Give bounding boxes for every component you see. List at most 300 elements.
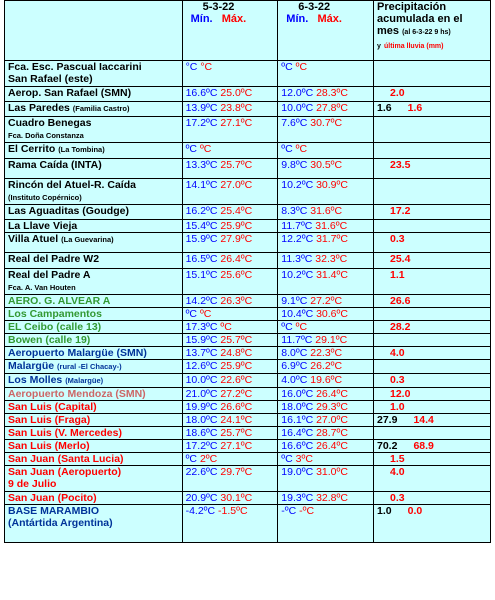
station-name-cell: [5, 360, 183, 374]
day1-max-temp: 30.1ºC: [220, 492, 253, 504]
station-name-cell: [5, 61, 183, 87]
day1-max-temp: ºC: [199, 143, 212, 155]
precip-cell: [374, 505, 491, 543]
day1-temp-cell: [182, 321, 278, 334]
day1-min-temp: ºC: [185, 143, 198, 155]
day2-max-temp: 27.0ºC: [316, 414, 348, 426]
station-name: San Juan (Aeropuerto): [8, 466, 122, 478]
day1-temp-cell: [182, 179, 278, 205]
day1-temp-cell: [182, 117, 278, 143]
day1-temp-cell: [182, 220, 278, 233]
day1-temp-cell: [182, 453, 278, 466]
table-row: [5, 179, 491, 205]
day1-temp-cell: [182, 427, 278, 440]
day2-temp-cell: [278, 334, 374, 347]
station-name-cell: [5, 205, 183, 220]
precip-accumulated: 0.3: [390, 492, 405, 504]
station-name: San Luis (Merlo): [8, 440, 90, 452]
station-name: BASE MARAMBIO: [8, 505, 99, 517]
station-name-cell: [5, 220, 183, 233]
station-subtitle: (La Guevarina): [61, 235, 114, 244]
day2-max-temp: 31.6ºC: [315, 220, 348, 232]
precip-title-2: acumulada en el: [377, 13, 463, 25]
day1-max-temp: 22.6ºC: [220, 374, 253, 386]
precip-last-rain: 0.0: [407, 505, 423, 517]
precip-last-rain: 14.4: [413, 414, 434, 426]
day1-min-temp: -4.2ºC: [185, 505, 216, 517]
station-name-cell: [5, 453, 183, 466]
day2-min-temp: 19.0ºC: [281, 466, 314, 478]
day2-temp-cell: [278, 414, 374, 427]
day1-temp-cell: [182, 308, 278, 321]
day2-max-temp: -ºC: [299, 505, 315, 517]
day2-max-temp: ºC: [295, 321, 308, 333]
day1-temp-cell: [182, 87, 278, 102]
day2-max-temp: 30.7ºC: [310, 117, 343, 129]
station-name: Bowen (calle 19): [8, 334, 91, 346]
table-row: [5, 360, 491, 374]
precip-accumulated: 23.5: [390, 159, 411, 171]
day1-temp-cell: [182, 205, 278, 220]
weather-table: [4, 0, 491, 543]
station-name-cell: [5, 492, 183, 505]
day1-min-temp: 18.0ºC: [185, 414, 218, 426]
precip-cell: [374, 466, 491, 492]
precip-cell: [374, 295, 491, 308]
day2-min-temp: 6.9ºC: [281, 360, 308, 372]
day1-min-temp: 16.5ºC: [185, 253, 218, 265]
date1-max-label: Máx.: [221, 13, 247, 25]
day2-temp-cell: [278, 102, 374, 117]
day2-temp-cell: [278, 427, 374, 440]
day2-max-temp: 22.3ºC: [310, 347, 343, 359]
day1-max-temp: 25.7ºC: [220, 159, 253, 171]
day2-min-temp: 10.0ºC: [281, 102, 314, 114]
day1-min-temp: 15.4ºC: [185, 220, 218, 232]
precip-cell: [374, 308, 491, 321]
day2-temp-cell: [278, 505, 374, 543]
station-name-cell: [5, 440, 183, 453]
table-row: [5, 102, 491, 117]
station-name: San Luis (V. Mercedes): [8, 427, 122, 439]
day1-temp-cell: [182, 466, 278, 492]
station-name-cell: [5, 159, 183, 179]
table-row: [5, 269, 491, 295]
station-name: San Juan (Santa Lucia): [8, 453, 124, 465]
day2-max-temp: 30.6ºC: [316, 308, 348, 320]
day1-max-temp: 26.6ºC: [220, 401, 253, 413]
day2-max-temp: 19.6ºC: [310, 374, 343, 386]
precip-accumulated: 26.6: [390, 295, 411, 307]
day2-temp-cell: [278, 295, 374, 308]
day1-max-temp: 25.4ºC: [220, 205, 253, 217]
precip-cell: [374, 374, 491, 388]
precip-cell: [374, 269, 491, 295]
date1-header-cell: [182, 1, 278, 61]
precip-cell: [374, 253, 491, 269]
precip-title-1: Precipitación: [377, 1, 447, 13]
day1-min-temp: 15.9ºC: [185, 334, 218, 346]
table-row: [5, 347, 491, 360]
day2-max-temp: 32.3ºC: [315, 253, 348, 265]
table-row: [5, 233, 491, 253]
precip-accumulated: 17.2: [390, 205, 411, 217]
precip-cell: [374, 87, 491, 102]
precip-cell: [374, 334, 491, 347]
station-name-cell: [5, 334, 183, 347]
day1-temp-cell: [182, 414, 278, 427]
precip-cell: [374, 347, 491, 360]
day2-min-temp: 9.8ºC: [281, 159, 308, 171]
day2-temp-cell: [278, 220, 374, 233]
weather-table-container: [4, 0, 491, 597]
precip-cell: [374, 414, 491, 427]
day1-min-temp: 15.1ºC: [185, 269, 218, 281]
day2-temp-cell: [278, 179, 374, 205]
station-name: El Cerrito: [8, 143, 56, 155]
station-name: San Luis (Capital): [8, 401, 97, 413]
station-name-cell: [5, 427, 183, 440]
table-row: [5, 117, 491, 143]
day2-temp-cell: [278, 347, 374, 360]
day1-max-temp: 27.0ºC: [220, 179, 253, 191]
station-name-line2: (Antártida Argentina): [8, 517, 113, 529]
table-row: [5, 253, 491, 269]
table-row: [5, 427, 491, 440]
day2-min-temp: 10.2ºC: [281, 179, 314, 191]
day2-min-temp: 4.0ºC: [281, 374, 308, 386]
precip-accumulated: 1.1: [390, 269, 405, 281]
station-name: Las Aguaditas (Goudge): [8, 205, 129, 217]
day1-temp-cell: [182, 334, 278, 347]
day2-temp-cell: [278, 401, 374, 414]
day1-max-temp: 25.9ºC: [220, 360, 253, 372]
day1-min-temp: 13.3ºC: [185, 159, 218, 171]
station-name-cell: [5, 87, 183, 102]
day2-max-temp: 26.2ºC: [310, 360, 343, 372]
day2-max-temp: 26.4ºC: [316, 440, 348, 452]
day2-min-temp: 11.3ºC: [281, 253, 313, 265]
precip-cell: [374, 220, 491, 233]
station-name: Rama Caída (INTA): [8, 159, 102, 171]
station-name-cell: [5, 269, 183, 295]
day1-max-temp: °C: [200, 61, 213, 73]
station-name: Aeropuerto Mendoza (SMN): [8, 388, 146, 400]
station-name: EL Ceibo (calle 13): [8, 321, 102, 333]
day1-max-temp: 25.7ºC: [220, 427, 253, 439]
station-name: Rincón del Atuel-R. Caída: [8, 179, 136, 191]
station-name-cell: [5, 505, 183, 543]
table-row: [5, 159, 491, 179]
day2-max-temp: 32.8ºC: [316, 492, 348, 504]
day2-max-temp: 31.4ºC: [316, 269, 348, 281]
station-subtitle: (Malargüe): [65, 376, 104, 385]
table-row: [5, 505, 491, 543]
day2-temp-cell: [278, 308, 374, 321]
day1-temp-cell: [182, 440, 278, 453]
day2-max-temp: 3ºC: [295, 453, 313, 465]
station-name: Real del Padre A: [8, 269, 91, 281]
day2-min-temp: 7.6ºC: [281, 117, 308, 129]
day2-temp-cell: [278, 360, 374, 374]
day1-min-temp: 17.2ºC: [185, 117, 218, 129]
station-name: Las Paredes: [8, 102, 70, 114]
day1-temp-cell: [182, 401, 278, 414]
day2-max-temp: ºC: [295, 61, 308, 73]
precip-cell: [374, 321, 491, 334]
day2-max-temp: 31.0ºC: [316, 466, 348, 478]
day1-temp-cell: [182, 388, 278, 401]
day1-max-temp: 29.7ºC: [220, 466, 253, 478]
day1-min-temp: 16.2ºC: [185, 205, 218, 217]
day1-temp-cell: [182, 347, 278, 360]
table-row: [5, 308, 491, 321]
day2-min-temp: ºC: [281, 453, 293, 465]
day1-max-temp: 25.6ºC: [220, 269, 253, 281]
day1-max-temp: 27.1ºC: [220, 440, 253, 452]
station-name: Los Campamentos: [8, 308, 102, 320]
station-subtitle: (Familia Castro): [72, 104, 130, 113]
day1-temp-cell: [182, 233, 278, 253]
station-name-cell: [5, 347, 183, 360]
station-name-cell: [5, 388, 183, 401]
precip-note-2: y: [377, 43, 381, 50]
table-row: [5, 321, 491, 334]
station-name-cell: [5, 414, 183, 427]
precip-cell: [374, 102, 491, 117]
precip-accumulated: 1.0: [377, 505, 392, 517]
day2-min-temp: 12.0ºC: [281, 87, 314, 99]
day1-min-temp: 10.0ºC: [185, 374, 218, 386]
precip-accumulated: 0.3: [390, 374, 405, 386]
precip-cell: [374, 427, 491, 440]
precip-note-1: (al 6-3-22 9 hs): [402, 29, 451, 36]
day1-max-temp: 27.1ºC: [220, 117, 253, 129]
day2-temp-cell: [278, 269, 374, 295]
precip-cell: [374, 179, 491, 205]
precip-cell: [374, 360, 491, 374]
precip-cell: [374, 61, 491, 87]
day1-min-temp: 22.6ºC: [185, 466, 218, 478]
day1-temp-cell: [182, 295, 278, 308]
day1-max-temp: ºC: [220, 321, 232, 333]
table-row: [5, 374, 491, 388]
day2-temp-cell: [278, 117, 374, 143]
station-name-cell: [5, 179, 183, 205]
day1-max-temp: 24.8ºC: [220, 347, 253, 359]
precip-note-3: última lluvia (mm): [383, 43, 444, 50]
day2-min-temp: ºC: [281, 321, 293, 333]
table-row: [5, 61, 491, 87]
day2-min-temp: 16.1ºC: [281, 414, 314, 426]
day1-min-temp: 17.3ºC: [185, 321, 218, 333]
station-name-cell: [5, 374, 183, 388]
day1-max-temp: 26.4ºC: [220, 253, 253, 265]
day2-min-temp: 10.4ºC: [281, 308, 314, 320]
station-name: La Llave Vieja: [8, 220, 78, 232]
day1-min-temp: 15.9ºC: [185, 233, 218, 245]
day2-max-temp: 30.9ºC: [316, 179, 348, 191]
station-name-line2: 9 de Julio: [8, 478, 57, 490]
station-name-cell: [5, 117, 183, 143]
date1-label: 5-3-22: [202, 1, 235, 13]
station-name: Villa Atuel: [8, 233, 59, 245]
day1-min-temp: 16.6ºC: [185, 87, 218, 99]
day2-temp-cell: [278, 253, 374, 269]
precip-title-3: mes: [377, 25, 400, 37]
station-name: Real del Padre W2: [8, 253, 100, 265]
station-name: AERO. G. ALVEAR A: [8, 295, 111, 307]
precip-accumulated: 1.6: [377, 102, 392, 114]
precip-cell: [374, 388, 491, 401]
day1-min-temp: 20.9ºC: [185, 492, 218, 504]
station-name: Malargüe: [8, 360, 55, 372]
station-name: Aerop. San Rafael (SMN): [8, 87, 132, 99]
day2-temp-cell: [278, 466, 374, 492]
precip-last-rain: 68.9: [413, 440, 434, 452]
day1-min-temp: 14.2ºC: [185, 295, 218, 307]
day1-min-temp: 17.2ºC: [185, 440, 218, 452]
station-name: Fca. Esc. Pascual Iaccarini: [8, 61, 142, 73]
precip-accumulated: 1.5: [390, 453, 405, 465]
day2-max-temp: 27.2ºC: [310, 295, 343, 307]
day2-min-temp: 11.7ºC: [281, 334, 313, 346]
day2-temp-cell: [278, 233, 374, 253]
day2-min-temp: 16.6ºC: [281, 440, 314, 452]
station-name-cell: [5, 308, 183, 321]
day1-max-temp: 27.9ºC: [220, 233, 253, 245]
precip-accumulated: 25.4: [390, 253, 411, 265]
day2-min-temp: -ºC: [281, 505, 297, 517]
day1-min-temp: ºC: [185, 308, 198, 320]
day1-min-temp: ºC: [185, 453, 198, 465]
day1-min-temp: °C: [185, 61, 198, 73]
day1-temp-cell: [182, 253, 278, 269]
precip-cell: [374, 233, 491, 253]
table-row: [5, 492, 491, 505]
header-row: [5, 1, 491, 61]
precip-accumulated: 2.0: [390, 87, 405, 99]
day1-min-temp: 13.9ºC: [185, 102, 218, 114]
day1-temp-cell: [182, 360, 278, 374]
day2-temp-cell: [278, 159, 374, 179]
day2-temp-cell: [278, 492, 374, 505]
day1-min-temp: 14.1ºC: [185, 179, 218, 191]
day2-max-temp: 29.3ºC: [316, 401, 348, 413]
day2-temp-cell: [278, 440, 374, 453]
day2-min-temp: 10.2ºC: [281, 269, 314, 281]
day2-min-temp: 8.0ºC: [281, 347, 308, 359]
table-row: [5, 87, 491, 102]
day2-temp-cell: [278, 61, 374, 87]
precip-accumulated: 4.0: [390, 466, 405, 478]
station-name-cell: [5, 466, 183, 492]
table-row: [5, 220, 491, 233]
day1-max-temp: 25.0ºC: [220, 87, 253, 99]
table-row: [5, 414, 491, 427]
precip-accumulated: 12.0: [390, 388, 411, 400]
day1-min-temp: 18.6ºC: [185, 427, 218, 439]
station-name-line2: San Rafael (este): [8, 73, 93, 85]
precip-cell: [374, 440, 491, 453]
precip-accumulated: 4.0: [390, 347, 405, 359]
table-row: [5, 143, 491, 159]
day2-min-temp: 12.2ºC: [281, 233, 314, 245]
table-row: [5, 388, 491, 401]
day2-min-temp: 11.7ºC: [281, 220, 313, 232]
day1-min-temp: 13.7ºC: [185, 347, 218, 359]
day1-temp-cell: [182, 505, 278, 543]
precip-accumulated: 0.3: [390, 233, 405, 245]
day2-temp-cell: [278, 321, 374, 334]
day1-min-temp: 21.0ºC: [185, 388, 218, 400]
day1-max-temp: 26.3ºC: [220, 295, 253, 307]
day2-max-temp: 29.1ºC: [315, 334, 348, 346]
day2-max-temp: 27.8ºC: [316, 102, 348, 114]
station-subtitle: (La Tombina): [58, 145, 105, 154]
day2-max-temp: 28.3ºC: [316, 87, 348, 99]
day2-max-temp: 28.7ºC: [316, 427, 348, 439]
date2-min-label: Mín.: [286, 13, 309, 25]
precip-cell: [374, 143, 491, 159]
day2-min-temp: 19.3ºC: [281, 492, 314, 504]
day1-temp-cell: [182, 374, 278, 388]
day1-min-temp: 19.9ºC: [185, 401, 218, 413]
station-name-cell: [5, 253, 183, 269]
precip-last-rain: 1.6: [407, 102, 423, 114]
station-subtitle: (rural -El Chacay-): [57, 362, 122, 371]
day1-max-temp: ºC: [199, 308, 212, 320]
date2-label: 6-3-22: [298, 1, 331, 13]
day2-min-temp: 18.0ºC: [281, 401, 314, 413]
day1-temp-cell: [182, 159, 278, 179]
day2-max-temp: 31.7ºC: [316, 233, 348, 245]
day1-min-temp: 12.6ºC: [185, 360, 218, 372]
station-name: Cuadro Benegas: [8, 117, 92, 129]
date1-min-label: Mín.: [190, 13, 213, 25]
day2-temp-cell: [278, 374, 374, 388]
precip-header-cell: [374, 1, 491, 61]
table-row: [5, 295, 491, 308]
day2-min-temp: 16.0ºC: [281, 388, 314, 400]
day1-max-temp: 27.2ºC: [220, 388, 253, 400]
station-subtitle: Fca. Doña Constanza: [8, 131, 84, 140]
date2-header-cell: [278, 1, 374, 61]
day1-max-temp: 25.9ºC: [220, 220, 253, 232]
station-subtitle: (Instituto Copérnico): [8, 193, 82, 202]
station-name-cell: [5, 233, 183, 253]
day1-temp-cell: [182, 143, 278, 159]
day2-max-temp: 26.4ºC: [316, 388, 348, 400]
precip-cell: [374, 205, 491, 220]
precip-cell: [374, 453, 491, 466]
station-header-cell: [5, 1, 183, 61]
day2-temp-cell: [278, 388, 374, 401]
table-row: [5, 401, 491, 414]
day1-temp-cell: [182, 61, 278, 87]
date2-max-label: Máx.: [317, 13, 342, 25]
day2-min-temp: ºC: [281, 61, 293, 73]
station-name-cell: [5, 143, 183, 159]
table-row: [5, 334, 491, 347]
day2-max-temp: 31.6ºC: [310, 205, 343, 217]
day2-min-temp: 16.4ºC: [281, 427, 314, 439]
precip-accumulated: 27.9: [377, 414, 398, 426]
day2-min-temp: 9.1ºC: [281, 295, 308, 307]
day1-temp-cell: [182, 492, 278, 505]
day1-temp-cell: [182, 269, 278, 295]
station-name-cell: [5, 295, 183, 308]
